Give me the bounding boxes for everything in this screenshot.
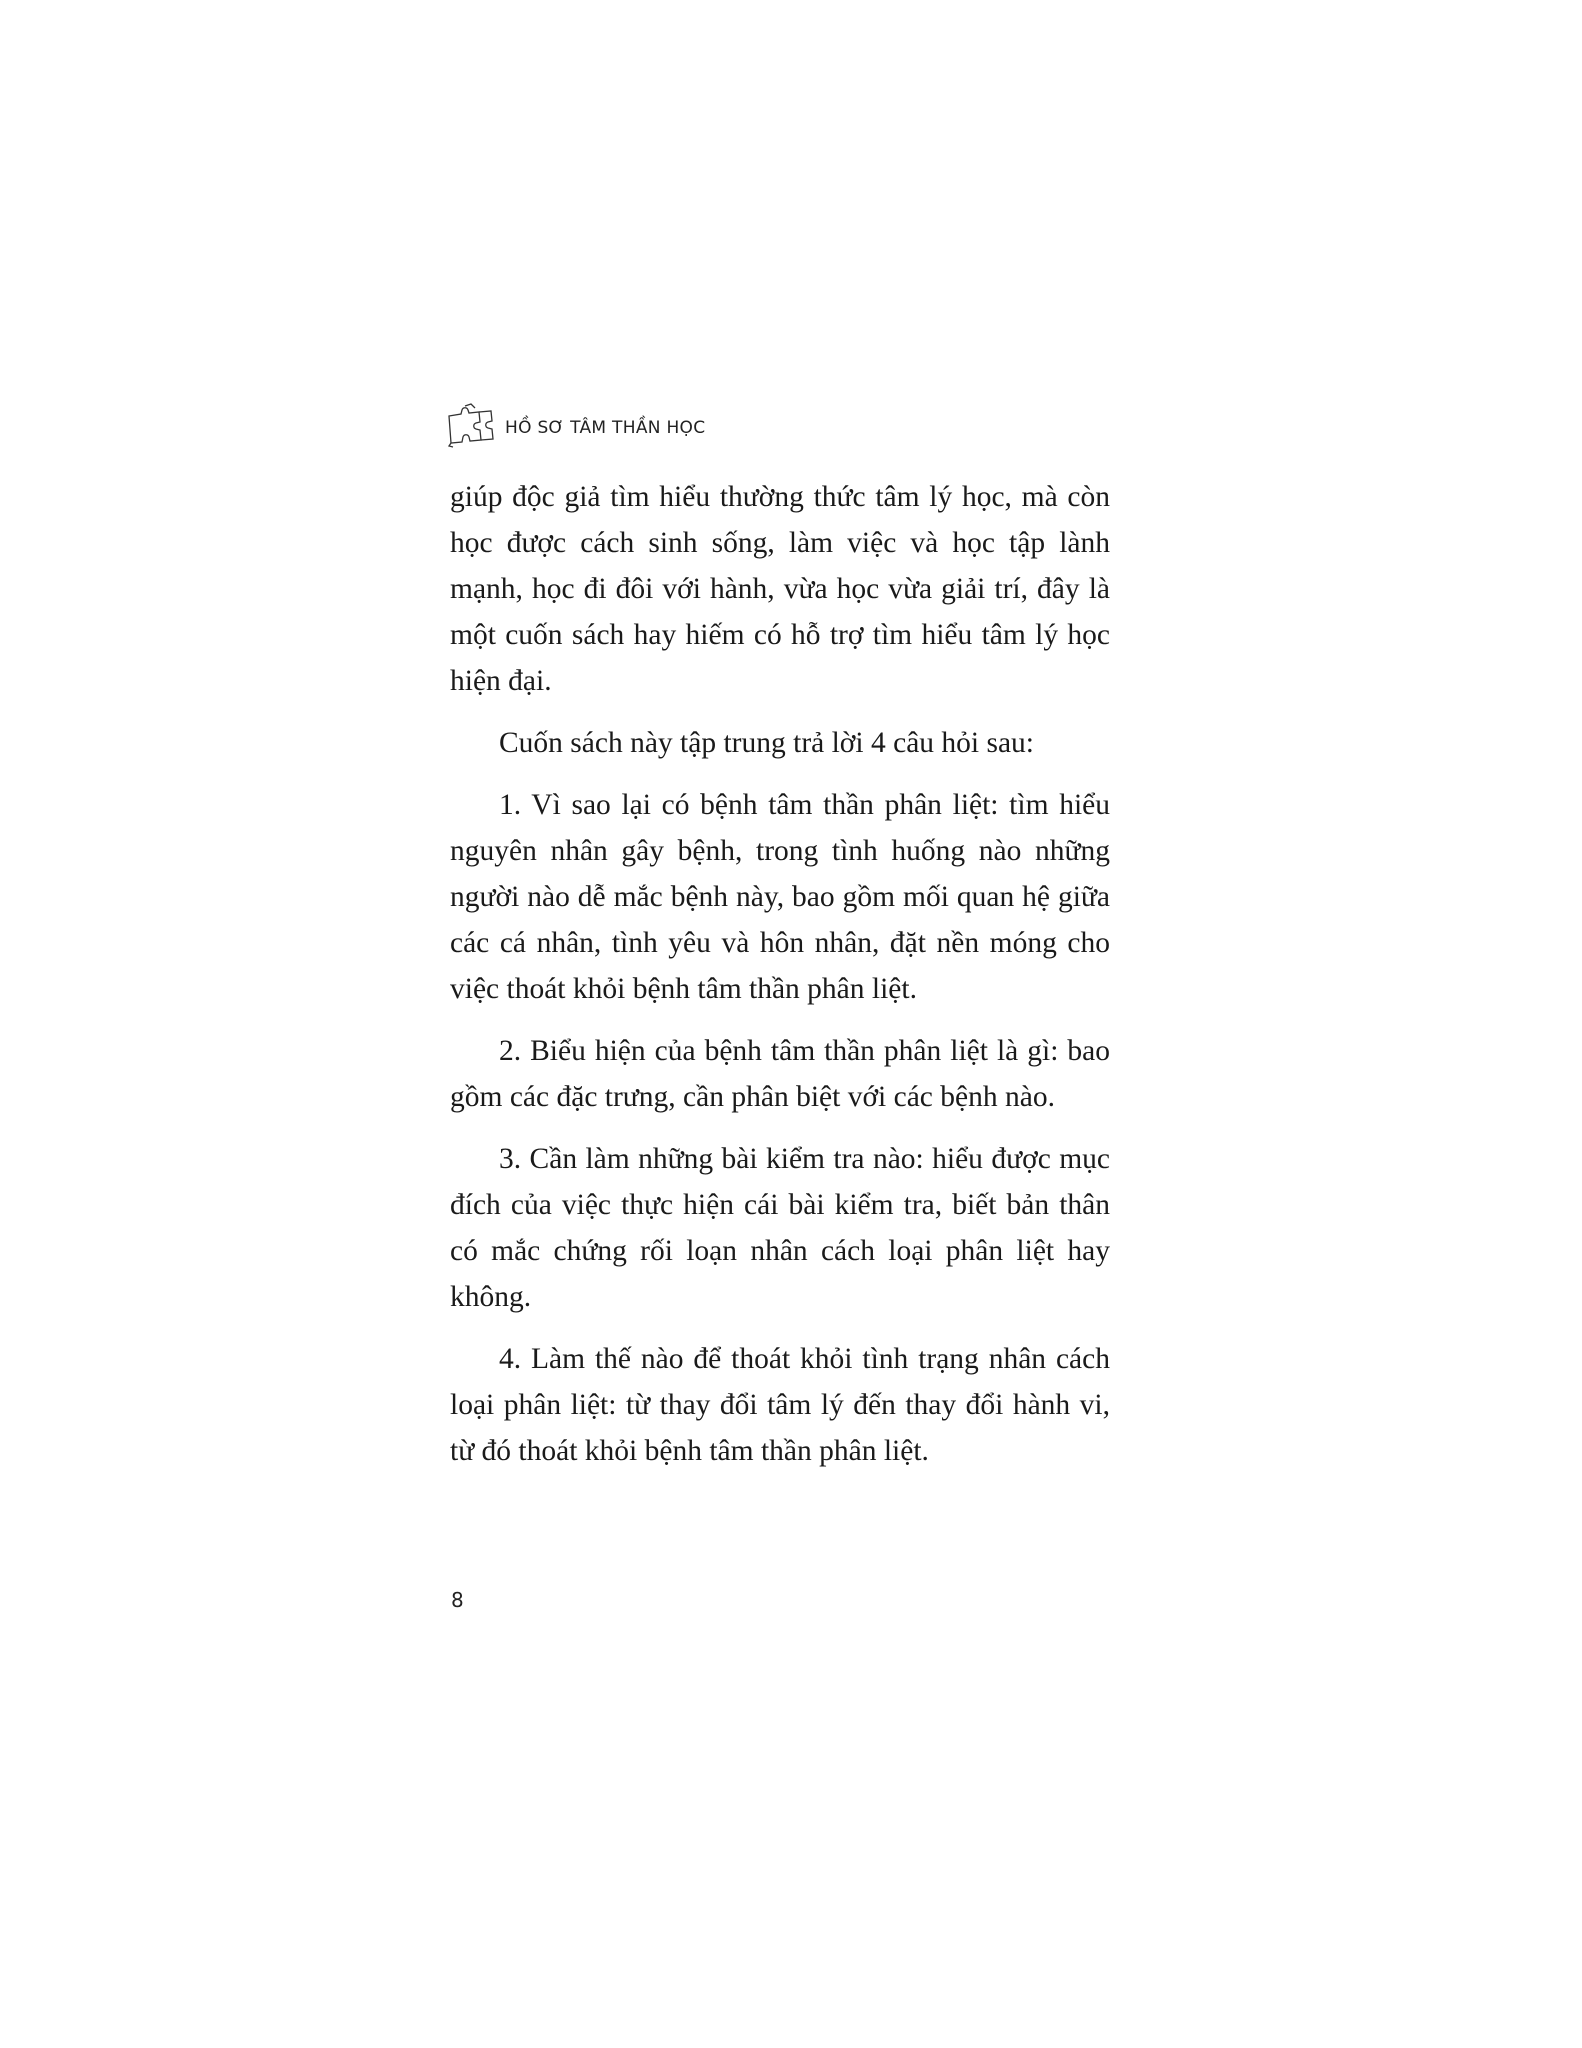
list-item: 3. Cần làm những bài kiểm tra nào: hiểu được mục đích của việc thực hiện cái bài kiểm tra, biết bản thân có mắc chứng rối loạn nhân cách loại phân liệt hay không. xyxy=(450,1143,1110,1313)
paragraph: Cuốn sách này tập trung trả lời 4 câu hỏi sau: xyxy=(499,727,1035,759)
book-title: HỒ SƠ TÂM THẦN HỌC xyxy=(505,418,706,438)
body-text xyxy=(450,474,1110,1490)
list-item: 2. Biểu hiện của bệnh tâm thần phân liệt là gì: bao gồm các đặc trưng, cần phân biệt với các bệnh nào. xyxy=(450,1035,1110,1113)
puzzle-pieces-icon xyxy=(445,402,497,448)
list-item: 1. Vì sao lại có bệnh tâm thần phân liệt: tìm hiểu nguyên nhân gây bệnh, trong tình huống nào những người nào dễ mắc bệnh này, bao gồm mối quan hệ giữa các cá nhân, tình yêu và hôn nhân, đặt nền móng cho việc thoát khỏi bệnh tâm thần phân liệt. xyxy=(450,789,1110,1005)
paragraph: giúp độc giả tìm hiểu thường thức tâm lý học, mà còn học được cách sinh sống, làm việc và học tập lành mạnh, học đi đôi với hành, vừa học vừa giải trí, đây là một cuốn sách hay hiếm có hỗ trợ tìm hiểu tâm lý học hiện đại. xyxy=(450,481,1110,697)
list-item: 4. Làm thế nào để thoát khỏi tình trạng nhân cách loại phân liệt: từ thay đổi tâm lý đến thay đổi hành vi, từ đó thoát khỏi bệnh tâm thần phân liệt. xyxy=(450,1343,1110,1467)
page-number: 8 xyxy=(451,1588,464,1612)
running-header xyxy=(445,405,705,445)
